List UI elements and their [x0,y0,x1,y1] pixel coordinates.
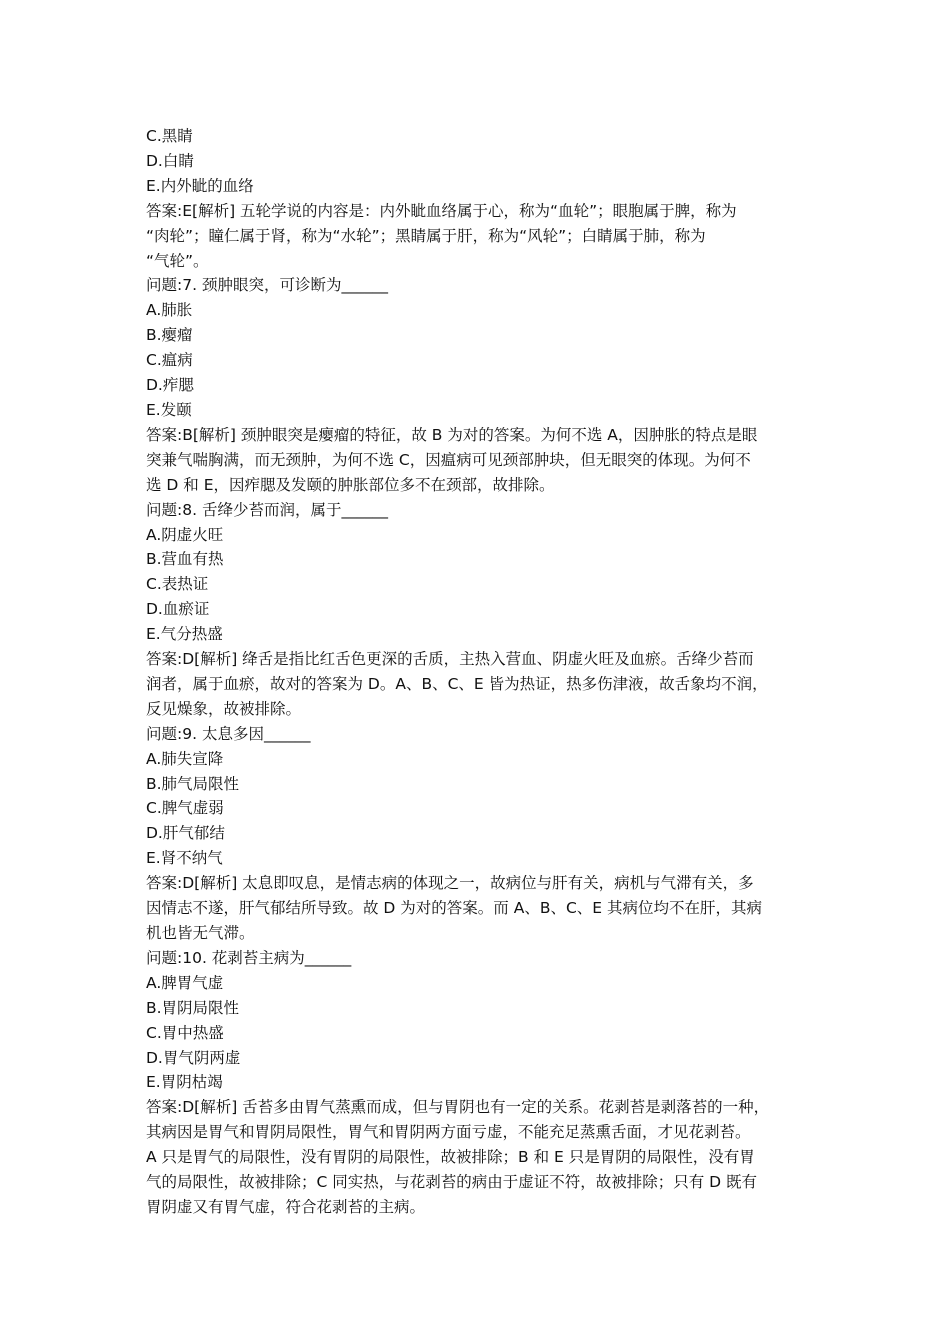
question-stem: 问题:9. 太息多因______ [146,724,311,743]
option-e: E.气分热盛 [146,625,223,644]
answer-explanation [146,423,818,498]
option-c: C.瘟病 [146,351,193,370]
option-b: B.营血有热 [146,550,224,569]
option-b: B.瘿瘤 [146,326,193,345]
option-d: D.胃气阴两虚 [146,1048,241,1067]
answer-line: “气轮”。 [146,251,209,270]
answer-line: 答案:D[解析] 绛舌是指比红舌色更深的舌质，主热入营血、阴虚火旺及血瘀。舌绛少苔而 [146,650,754,669]
answer-line: 答案:D[解析] 太息即叹息，是情志病的体现之一，故病位与肝有关，病机与气滞有关，多 [146,874,754,893]
answer-line: “肉轮”；瞳仁属于肾，称为“水轮”；黑睛属于肝，称为“风轮”；白睛属于肺，称为 [146,226,706,245]
answer-explanation [146,871,818,946]
question-8-block [146,498,818,722]
option-b: B.胃阴局限性 [146,998,240,1017]
option-e: E.内外眦的血络 [146,176,254,195]
option-c: C.胃中热盛 [146,1023,224,1042]
option-a: A.脾胃气虚 [146,973,224,992]
option-a: A.肺失宣降 [146,749,224,768]
document-page [146,124,818,1220]
option-c: C.黑睛 [146,127,193,145]
answer-line: 答案:B[解析] 颈肿眼突是瘿瘤的特征，故 B 为对的答案。为何不选 A，因肿胀的特点是眼 [146,425,758,444]
answer-line: 突兼气喘胸满，而无颈肿，为何不选 C，因瘟病可见颈部肿块，但无眼突的体现。为何不 [146,450,751,469]
answer-line: 机也皆无气滞。 [146,924,255,942]
option-d: D.血瘀证 [146,600,210,619]
answer-line: 选 D 和 E，因痄腮及发颐的肿胀部位多不在颈部，故排除。 [146,475,555,494]
answer-line: 胃阴虚又有胃气虚，符合花剥苔的主病。 [146,1197,426,1216]
answer-line: 答案:D[解析] 舌苔多由胃气蒸熏而成，但与胃阴也有一定的关系。花剥苔是剥落苔的一种， [146,1098,770,1117]
answer-line: 润者，属于血瘀，故对的答案为 D。A、B、C、E 皆为热证，热多伤津液，故舌象均不润， [146,674,768,693]
question-7-block [146,273,818,497]
continued-question-block [146,124,818,273]
option-e: E.胃阴枯竭 [146,1073,223,1092]
answer-explanation [146,647,818,722]
answer-line: A 只是胃气的局限性，没有胃阴的局限性，故被排除；B 和 E 只是胃阴的局限性，没有胃 [146,1148,755,1167]
option-d: D.痄腮 [146,376,194,395]
answer-explanation [146,199,818,274]
option-e: E.发颐 [146,400,192,419]
option-a: A.阴虚火旺 [146,525,224,544]
answer-line: 其病因是胃气和胃阴局限性，胃气和胃阴两方面亏虚，不能充足蒸熏舌面，才见花剥苔。 [146,1123,751,1142]
question-10-block [146,946,818,1220]
answer-line: 气的局限性，故被排除；C 同实热，与花剥苔的病由于虚证不符，故被排除；只有 D 既有 [146,1173,758,1192]
option-a: A.肺胀 [146,301,193,320]
answer-explanation [146,1095,818,1220]
option-d: D.白睛 [146,151,194,170]
option-d: D.肝气郁结 [146,824,225,843]
option-c: C.脾气虚弱 [146,799,224,818]
option-b: B.肺气局限性 [146,774,240,793]
option-c: C.表热证 [146,575,209,594]
question-stem: 问题:7. 颈肿眼突，可诊断为______ [146,276,388,295]
answer-line: 反见燥象，故被排除。 [146,699,302,718]
answer-line: 答案:E[解析] 五轮学说的内容是：内外眦血络属于心，称为“血轮”；眼胞属于脾，称为 [146,201,737,220]
question-stem: 问题:8. 舌绛少苔而润，属于______ [146,500,388,519]
answer-line: 因情志不遂，肝气郁结所导致。故 D 为对的答案。而 A、B、C、E 其病位均不在肝，其病 [146,899,762,918]
option-e: E.肾不纳气 [146,849,223,868]
question-9-block [146,722,818,946]
question-stem: 问题:10. 花剥苔主病为______ [146,948,352,967]
